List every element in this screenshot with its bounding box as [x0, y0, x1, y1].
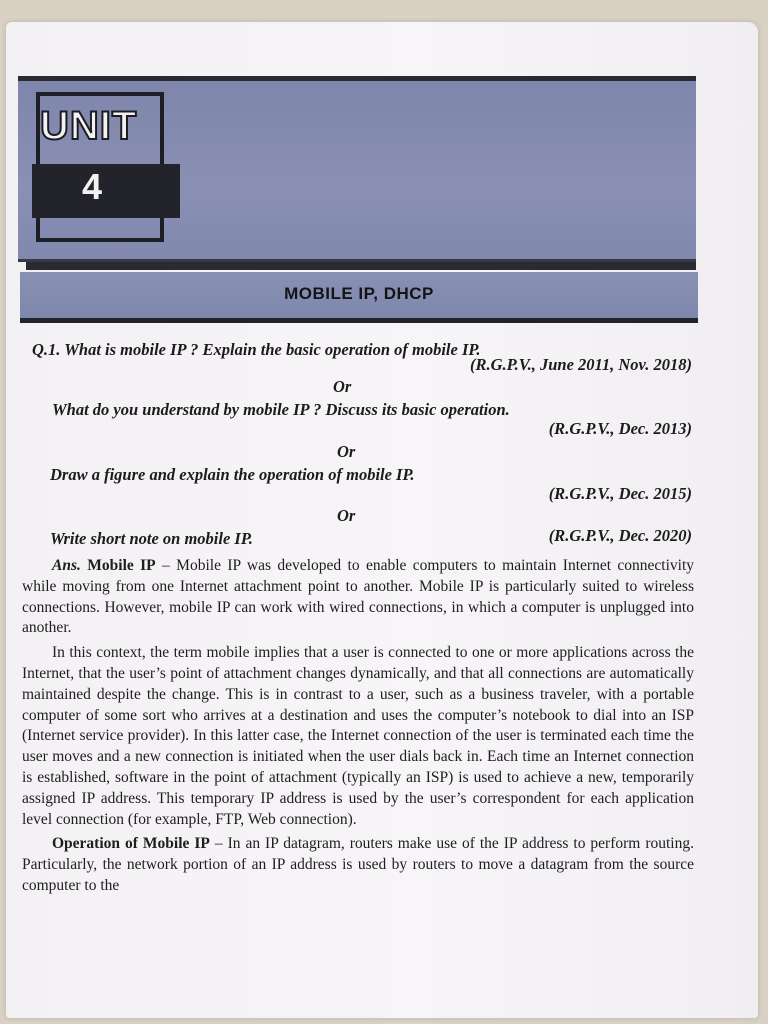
question-3-reference: (R.G.P.V., Dec. 2015)	[548, 484, 692, 503]
question-4-reference: (R.G.P.V., Dec. 2020)	[548, 526, 692, 545]
or-separator-3: Or	[337, 506, 356, 525]
question-4: Write short note on mobile IP.	[50, 529, 253, 548]
question-2: What do you understand by mobile IP ? Discuss its basic operation.	[52, 400, 510, 419]
banner-divider	[26, 262, 696, 270]
heading-mobile-ip: Mobile IP	[87, 557, 156, 574]
or-separator-1: Or	[333, 377, 352, 396]
paragraph-1-text: – Mobile IP was developed to enable computers to maintain Internet connectivity while moving from one Internet attachment point to another. Mobile IP is particularly suited to wireless connections. However, mobile IP can work with wired connections, in which a computer is unplugged into another.	[22, 557, 695, 637]
answer-paragraph-2: In this context, the term mobile implies that a user is connected to one or more applications across the Internet, that the user’s point of attachment changes dynamically, and that all connections are automatically maintained despite the change. This is in contrast to a user, such as a business traveler, with a portable computer of some sort who arrives at a destination and uses the computer’s notebook to dial into an ISP (Internet service provider). In this latter case, the Internet connection of the user is terminated each time the user moves and a new connection is initiated when the user dials back in. Each time an Internet connection is established, software in the point of attachment (typically an ISP) is used to achieve a new, temporarily assigned IP address. This temporary IP address is used by the user’s correspondent for each application level connection (for example, FTP, Web connection).	[22, 644, 694, 828]
chapter-title: MOBILE IP, DHCP	[284, 284, 434, 303]
or-separator-2: Or	[337, 442, 356, 461]
unit-label: UNIT	[40, 104, 138, 148]
question-3: Draw a figure and explain the operation of mobile IP.	[50, 465, 415, 484]
answer-paragraph-3	[22, 834, 694, 896]
unit-number-bar	[32, 164, 180, 218]
paragraph-3-text: – In an IP datagram, routers make use of the IP address to perform routing. Particularly, the network portion of an IP address is used by routers to move a datagram from the source computer to the	[22, 835, 694, 894]
question-1: Q.1. What is mobile IP ? Explain the basic operation of mobile IP.	[32, 340, 481, 359]
heading-operation-of-mobile-ip: Operation of Mobile IP	[52, 835, 210, 853]
unit-number: 4	[82, 166, 103, 207]
question-2-reference: (R.G.P.V., Dec. 2013)	[548, 419, 692, 438]
question-1-reference: (R.G.P.V., June 2011, Nov. 2018)	[469, 355, 692, 374]
answer-paragraph-1	[22, 556, 694, 639]
answer-body	[22, 556, 694, 897]
ans-label: Ans.	[52, 557, 81, 574]
